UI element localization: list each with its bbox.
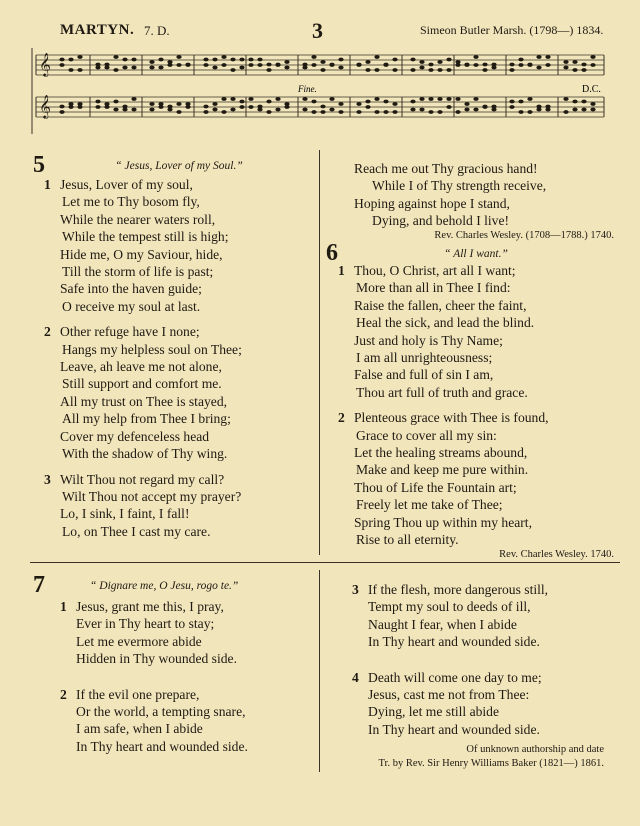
meter: 7. D. — [144, 23, 170, 38]
verse-line: Just and holy is Thy Name; — [354, 332, 503, 348]
verse-number: 1 — [44, 177, 51, 192]
verse-line: In Thy heart and wounded side. — [76, 738, 248, 754]
verse-line: Reach me out Thy gracious hand! — [354, 161, 538, 176]
hymn-7-title: “ Dignare me, O Jesu, rogo te.” — [90, 580, 239, 592]
verse-line: Heal the sick, and lead the blind. — [356, 315, 535, 331]
verse-line: Freely let me take of Thee; — [356, 497, 503, 513]
column-divider-bottom — [319, 570, 320, 772]
tune-name: MARTYN. — [60, 22, 135, 38]
verse-line: Or the world, a tempting snare, — [76, 704, 246, 720]
verse-line: Lo, I sink, I faint, I fall! — [60, 506, 190, 522]
verse-line: Safe into the haven guide; — [60, 281, 202, 297]
verse-line: Wilt Thou not regard my call? — [60, 471, 225, 487]
hymn-5-title: “ Jesus, Lover of my Soul.” — [115, 160, 243, 172]
svg-text:𝄞: 𝄞 — [39, 94, 51, 118]
verse-line: Ever in Thy heart to stay; — [76, 616, 215, 632]
verse-line: Tempt my soul to deeds of ill, — [368, 599, 531, 615]
page-number: 3 — [312, 18, 323, 43]
verse-line: Grace to cover all my sin: — [356, 427, 497, 443]
fine-mark: Fine. — [298, 84, 317, 94]
hymn-5-continued — [354, 160, 614, 241]
hymn-number-6: 6 — [326, 240, 338, 266]
hymn-7-verse-1 — [60, 598, 316, 668]
section-divider — [30, 562, 620, 563]
verse-line: I am safe, when I abide — [76, 721, 203, 737]
hymn-5-verse-3 — [44, 471, 314, 541]
bar-lines — [32, 48, 604, 134]
verse-number: 1 — [338, 263, 345, 278]
verse-number: 1 — [60, 599, 67, 614]
verse-line: Rise to all eternity. — [356, 532, 459, 548]
column-divider-top — [319, 150, 320, 555]
verse-line: Plenteous grace with Thee is found, — [354, 410, 549, 426]
hymn-5-verse-1 — [44, 176, 314, 315]
hymn-number-7: 7 — [33, 572, 45, 598]
hymn-7-credit-2: Tr. by Rev. Sir Henry Williams Baker (1821—) 1861. — [378, 758, 604, 769]
verse-line: Hoping against hope I stand, — [354, 195, 510, 211]
verse-line: Let me evermore abide — [76, 633, 202, 649]
verse-line: Cover my defenceless head — [60, 428, 210, 444]
composer-credit: Simeon Butler Marsh. (1798—) 1834. — [420, 23, 604, 37]
verse-line: Dying, and behold I live! — [372, 213, 510, 229]
verse-number: 3 — [44, 471, 51, 487]
hymn-5-verse-2 — [44, 323, 314, 462]
verse-line: Make and keep me pure within. — [356, 462, 529, 478]
verse-line: Naught I fear, when I abide — [368, 616, 517, 632]
verse-line: Hangs my helpless soul on Thee; — [62, 341, 242, 357]
hymn-7-continued — [352, 581, 614, 738]
hymn-7 — [60, 580, 316, 755]
verse-line: Thou art full of truth and grace. — [356, 384, 528, 400]
verse-line: More than all in Thee I find: — [356, 280, 511, 296]
verse-line: Jesus, Lover of my soul, — [60, 177, 193, 192]
verse-line: Thou of Life the Fountain art; — [354, 479, 517, 495]
verse-line: Jesus, cast me not from Thee: — [368, 687, 530, 703]
svg-text:𝄞: 𝄞 — [39, 52, 51, 76]
verse-line: Raise the fallen, cheer the faint, — [354, 297, 527, 313]
verse-line: Dying, let me still abide — [368, 704, 500, 720]
hymn-5-credit: Rev. Charles Wesley. (1708—1788.) 1740. — [434, 229, 614, 241]
verse-line: If the flesh, more dangerous still, — [368, 582, 549, 597]
verse-line: Let the healing streams abound, — [354, 445, 528, 461]
verse-line: Wilt Thou not accept my prayer? — [62, 488, 242, 504]
hymn-6-title: “ All I want.” — [444, 248, 508, 260]
verse-line: In Thy heart and wounded side. — [368, 721, 540, 737]
verse-line: With the shadow of Thy wing. — [62, 446, 228, 462]
hymn-7-verse-4 — [352, 669, 614, 739]
dc-mark: D.C. — [582, 84, 601, 95]
music-score — [0, 0, 640, 140]
verse-line: O receive my soul at last. — [62, 298, 201, 314]
hymn-6-credit: Rev. Charles Wesley. 1740. — [499, 548, 614, 560]
verse-line: In Thy heart and wounded side. — [368, 634, 540, 650]
verse-number: 3 — [352, 582, 359, 597]
verse-line: Other refuge have I none; — [60, 324, 200, 340]
hymn-6-verse-1 — [338, 262, 614, 401]
verse-line: I am all unrighteousness; — [356, 350, 493, 366]
verse-line: While I of Thy strength receive, — [372, 178, 547, 194]
verse-number: 2 — [338, 410, 345, 426]
verse-number: 4 — [352, 669, 359, 685]
hymn-number-5: 5 — [33, 152, 45, 178]
verse-line: If the evil one prepare, — [76, 686, 200, 702]
verse-number: 2 — [44, 324, 51, 340]
verse-line: Spring Thou up within my heart, — [354, 514, 532, 530]
hymn-6-verse-2 — [338, 409, 614, 548]
verse-number: 2 — [60, 686, 67, 702]
verse-line: Hidden in Thy wounded side. — [76, 651, 237, 667]
hymn-6 — [338, 248, 614, 560]
verse-line: While the tempest still is high; — [62, 229, 229, 245]
verse-line: Jesus, grant me this, I pray, — [76, 599, 224, 614]
verse-line: Still support and comfort me. — [62, 376, 222, 392]
verse-line: Leave, ah leave me not alone, — [60, 359, 222, 375]
verse-line: Thou, O Christ, art all I want; — [354, 263, 516, 278]
note-heads — [39, 52, 596, 119]
hymn-7-verse-2 — [60, 686, 316, 756]
verse-line: False and full of sin I am, — [354, 367, 494, 383]
verse-line: All my trust on Thee is stayed, — [60, 393, 228, 409]
hymn-5 — [44, 160, 314, 540]
hymn-7-credit-1: Of unknown authorship and date — [466, 744, 604, 755]
verse-line: Death will come one day to me; — [368, 669, 542, 685]
verse-line: All my help from Thee I bring; — [62, 411, 231, 427]
verse-line: Till the storm of life is past; — [62, 264, 214, 280]
verse-line: Hide me, O my Saviour, hide, — [60, 246, 223, 262]
verse-line: Let me to Thy bosom fly, — [62, 194, 200, 210]
verse-line: Lo, on Thee I cast my care. — [62, 523, 211, 539]
verse-line: While the nearer waters roll, — [60, 211, 216, 227]
hymn-7-verse-3 — [352, 581, 614, 651]
